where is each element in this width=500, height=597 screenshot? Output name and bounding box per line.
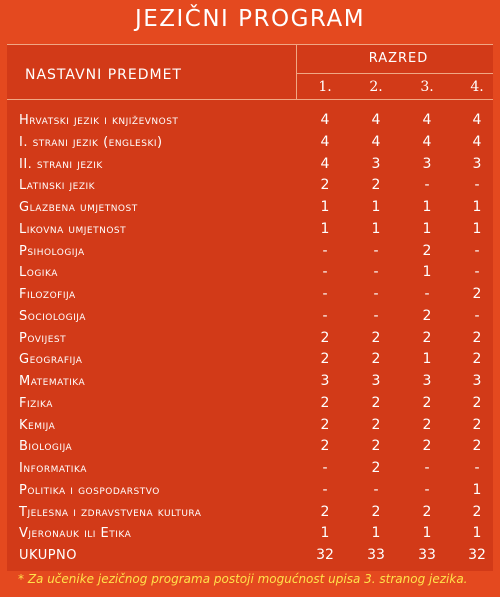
grade-column-header: 1. <box>318 79 332 95</box>
hours-cell: 3 <box>371 373 381 389</box>
hours-cell: - <box>322 460 328 476</box>
hours-cell: - <box>373 307 379 324</box>
subject-column-header: NASTAVNI PREDMET <box>25 67 182 83</box>
hours-cell: 2 <box>422 416 432 433</box>
hours-cell: 1 <box>422 525 432 542</box>
table-row <box>7 416 493 438</box>
subject-name: Likovna umjetnost <box>19 221 127 237</box>
hours-cell: 1 <box>371 199 381 215</box>
hours-cell: 3 <box>422 155 432 172</box>
hours-cell: - <box>474 264 480 281</box>
hours-cell: - <box>424 460 430 476</box>
subject-name: Psihologija <box>19 243 85 259</box>
hours-cell: - <box>424 286 430 302</box>
hours-cell: 1 <box>422 199 432 215</box>
hours-cell: 2 <box>422 503 432 520</box>
hours-cell: 3 <box>320 373 330 389</box>
table-row <box>7 133 493 155</box>
hours-cell: - <box>322 307 328 324</box>
hours-cell: - <box>322 264 328 281</box>
subject-name: Informatika <box>19 461 87 476</box>
hours-cell: 2 <box>422 329 432 346</box>
hours-cell: 2 <box>320 329 330 346</box>
subject-name: Tjelesna i zdravstvena kultura <box>19 504 202 520</box>
grade-column-header: 2. <box>369 79 383 95</box>
subject-name: I. strani jezik (engleski) <box>19 134 163 150</box>
hours-cell: 2 <box>422 438 432 455</box>
hours-cell: 1 <box>371 220 381 237</box>
hours-cell: 2 <box>371 351 381 368</box>
hours-cell: 2 <box>472 394 482 411</box>
grade-column-header: 3. <box>420 79 434 95</box>
hours-cell: 2 <box>320 177 330 194</box>
hours-cell: 2 <box>371 503 381 520</box>
hours-cell: 2 <box>371 329 381 346</box>
header-divider-razred <box>296 73 493 74</box>
subject-name: Geografija <box>19 352 83 368</box>
subject-name: Logika <box>19 265 58 281</box>
hours-cell: 2 <box>320 438 330 455</box>
hours-cell: - <box>373 481 379 498</box>
hours-cell: 2 <box>472 286 482 302</box>
hours-cell: 1 <box>320 525 330 542</box>
hours-cell: 1 <box>320 220 330 237</box>
grade-column-header: 4. <box>470 79 484 95</box>
hours-cell: - <box>424 481 430 498</box>
hours-cell: 2 <box>422 242 432 259</box>
subject-name: Matematika <box>19 374 86 389</box>
table-row <box>7 329 493 351</box>
hours-cell: 2 <box>320 394 330 411</box>
subject-name: Povijest <box>19 330 67 346</box>
hours-cell: 4 <box>422 133 432 150</box>
hours-cell: 3 <box>422 373 432 389</box>
hours-cell: 1 <box>422 220 432 237</box>
subject-name: Filozofija <box>19 287 76 302</box>
hours-cell: - <box>474 177 480 194</box>
hours-cell: 4 <box>320 133 330 150</box>
hours-cell: 2 <box>422 307 432 324</box>
hours-cell: 3 <box>472 155 482 172</box>
footnote: * Za učenike jezičnog programa postoji mogućnost upisa 3. stranog jezika. <box>18 572 468 586</box>
hours-cell: 4 <box>320 112 330 128</box>
hours-cell: 32 <box>316 547 334 563</box>
subject-name: Hrvatski jezik i književnost <box>19 113 179 128</box>
subject-name: Kemija <box>19 417 56 433</box>
hours-cell: 1 <box>422 264 432 281</box>
hours-cell: 3 <box>371 155 381 172</box>
hours-cell: 2 <box>472 503 482 520</box>
table-row <box>7 285 493 307</box>
hours-cell: 3 <box>472 373 482 389</box>
table-row <box>7 111 493 133</box>
table-row <box>7 350 493 372</box>
hours-cell: - <box>322 286 328 302</box>
hours-cell: 2 <box>371 394 381 411</box>
hours-cell: 1 <box>472 199 482 215</box>
hours-cell: 4 <box>472 133 482 150</box>
hours-cell: 4 <box>371 133 381 150</box>
hours-cell: 2 <box>422 394 432 411</box>
hours-cell: 33 <box>367 547 385 563</box>
table-row <box>7 481 493 503</box>
hours-cell: - <box>474 242 480 259</box>
hours-cell: - <box>373 242 379 259</box>
hours-cell: 1 <box>472 481 482 498</box>
table-row <box>7 176 493 198</box>
hours-cell: 2 <box>320 351 330 368</box>
table-row <box>7 198 493 220</box>
table-row <box>7 437 493 459</box>
table-row <box>7 220 493 242</box>
subject-name: II. strani jezik <box>19 156 103 172</box>
subject-name: UKUPNO <box>19 548 78 563</box>
grade-group-header: RAZRED <box>368 51 429 66</box>
hours-cell: 4 <box>472 112 482 128</box>
hours-cell: 1 <box>422 351 432 368</box>
hours-cell: - <box>373 286 379 302</box>
hours-cell: 4 <box>422 112 432 128</box>
hours-cell: 4 <box>320 155 330 172</box>
hours-cell: 2 <box>472 438 482 455</box>
hours-cell: 1 <box>371 525 381 542</box>
hours-cell: 4 <box>371 112 381 128</box>
subject-name: Latinski jezik <box>19 178 96 194</box>
hours-cell: 2 <box>472 416 482 433</box>
table-row <box>7 263 493 285</box>
hours-cell: 33 <box>418 547 436 563</box>
hours-cell: 1 <box>472 220 482 237</box>
hours-cell: 2 <box>320 416 330 433</box>
hours-cell: 2 <box>371 177 381 194</box>
hours-cell: - <box>474 460 480 476</box>
hours-cell: - <box>322 481 328 498</box>
subject-name: Politika i gospodarstvo <box>19 482 160 498</box>
hours-cell: 2 <box>472 351 482 368</box>
hours-cell: 32 <box>468 547 486 563</box>
table-row <box>7 503 493 525</box>
hours-cell: - <box>373 264 379 281</box>
hours-cell: 1 <box>472 525 482 542</box>
hours-cell: - <box>322 242 328 259</box>
hours-cell: 2 <box>371 438 381 455</box>
hours-cell: 1 <box>320 199 330 215</box>
table-row <box>7 524 493 546</box>
subject-name: Vjeronauk ili Etika <box>19 526 132 542</box>
header-divider-vertical <box>296 45 297 99</box>
table-row <box>7 546 493 568</box>
page-title: JEZIČNI PROGRAM <box>134 6 366 32</box>
table-row <box>7 394 493 416</box>
subject-name: Glazbena umjetnost <box>19 200 138 215</box>
hours-cell: - <box>474 307 480 324</box>
curriculum-table <box>7 44 493 571</box>
table-row <box>7 459 493 481</box>
hours-cell: - <box>424 177 430 194</box>
hours-cell: 2 <box>472 329 482 346</box>
subject-name: Biologija <box>19 439 73 455</box>
header-divider-bottom <box>7 99 493 100</box>
table-row <box>7 372 493 394</box>
hours-cell: 2 <box>371 416 381 433</box>
table-row <box>7 155 493 177</box>
hours-cell: 2 <box>371 460 381 476</box>
table-row <box>7 307 493 329</box>
subject-name: Sociologija <box>19 308 86 324</box>
table-row <box>7 242 493 264</box>
hours-cell: 2 <box>320 503 330 520</box>
subject-name: Fizika <box>19 395 53 411</box>
